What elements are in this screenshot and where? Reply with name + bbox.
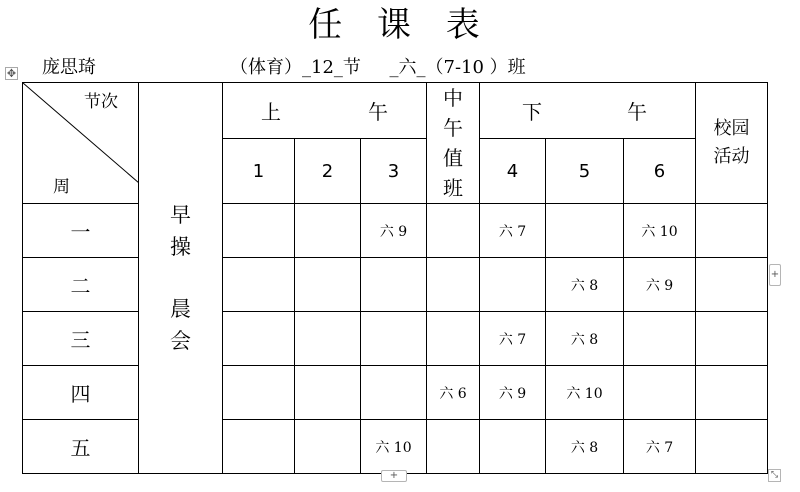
campus-activity-label: 校园活动 — [713, 118, 750, 167]
morning-exercise-char: 早 — [170, 203, 191, 227]
schedule-cell[interactable] — [295, 312, 361, 366]
period-header-2: 2 — [295, 139, 361, 204]
table-resize-handle-icon[interactable]: ⤡ — [768, 469, 781, 482]
afternoon-header — [480, 83, 696, 139]
schedule-cell[interactable] — [223, 366, 295, 420]
noon-duty-char: 中 — [443, 86, 463, 110]
schedule-cell[interactable]: 六 7 — [480, 312, 546, 366]
schedule-cell[interactable] — [624, 312, 696, 366]
weekday-label: 一 — [23, 204, 139, 258]
add-row-button[interactable]: + — [381, 470, 407, 482]
noon-duty-char: 值 — [443, 146, 463, 170]
noon-duty-header — [427, 83, 480, 204]
period-header-1: 1 — [223, 139, 295, 204]
morning-exercise-char: 晨 — [170, 297, 191, 321]
schedule-cell[interactable] — [427, 420, 480, 474]
weekday-label: 四 — [23, 366, 139, 420]
weekday-label: 三 — [23, 312, 139, 366]
period-header-4: 4 — [480, 139, 546, 204]
noon-duty-label — [427, 83, 479, 203]
schedule-cell[interactable]: 六 8 — [546, 258, 624, 312]
morning-exercise-char: 操 — [170, 235, 191, 259]
table-row — [23, 312, 768, 366]
period-header-3: 3 — [361, 139, 427, 204]
schedule-cell[interactable] — [223, 258, 295, 312]
noon-duty-char: 班 — [443, 176, 463, 200]
morning-exercise-column[interactable] — [139, 83, 223, 474]
schedule-cell[interactable] — [361, 312, 427, 366]
schedule-cell[interactable] — [696, 312, 768, 366]
period-header-6: 6 — [624, 139, 696, 204]
schedule-cell[interactable] — [295, 204, 361, 258]
page-title: 任 课 表 — [308, 5, 492, 45]
table-row — [23, 366, 768, 420]
schedule-cell[interactable] — [696, 366, 768, 420]
table-move-handle-icon[interactable]: ✥ — [6, 67, 17, 80]
schedule-cell[interactable] — [480, 258, 546, 312]
schedule-cell[interactable] — [295, 258, 361, 312]
schedule-cell[interactable] — [223, 420, 295, 474]
teacher-name: 庞思琦 — [42, 57, 96, 78]
schedule-table — [22, 82, 768, 474]
schedule-cell[interactable]: 六 10 — [624, 204, 696, 258]
schedule-cell[interactable]: 六 9 — [361, 204, 427, 258]
morning-label-right: 午 — [368, 100, 388, 125]
schedule-cell[interactable]: 六 7 — [480, 204, 546, 258]
add-column-button[interactable]: + — [769, 264, 781, 286]
schedule-cell[interactable] — [223, 312, 295, 366]
assignment-info: （体育）_12_节 _六_（7-10 ）班 — [230, 57, 526, 78]
schedule-cell[interactable] — [696, 420, 768, 474]
morning-header — [223, 83, 427, 139]
period-axis-label: 节次 — [84, 92, 118, 112]
weekday-label: 二 — [23, 258, 139, 312]
morning-label-left: 上 — [261, 100, 281, 125]
corner-header — [23, 83, 139, 204]
weekday-axis-label: 周 — [53, 177, 70, 197]
schedule-cell[interactable]: 六 9 — [480, 366, 546, 420]
schedule-cell[interactable]: 六 9 — [624, 258, 696, 312]
schedule-cell[interactable] — [546, 204, 624, 258]
schedule-cell[interactable] — [696, 258, 768, 312]
schedule-cell[interactable]: 六 7 — [624, 420, 696, 474]
schedule-cell[interactable] — [361, 258, 427, 312]
schedule-cell[interactable]: 六 8 — [546, 312, 624, 366]
schedule-cell[interactable]: 六 10 — [546, 366, 624, 420]
afternoon-label-right: 午 — [627, 100, 647, 125]
schedule-cell[interactable] — [696, 204, 768, 258]
schedule-cell[interactable] — [295, 366, 361, 420]
campus-activity-header — [696, 83, 768, 204]
table-row — [23, 420, 768, 474]
period-header-5: 5 — [546, 139, 624, 204]
schedule-cell[interactable] — [223, 204, 295, 258]
schedule-cell[interactable] — [480, 420, 546, 474]
table-row — [23, 204, 768, 258]
diagonal-line — [23, 83, 139, 199]
noon-duty-char: 午 — [443, 116, 463, 140]
schedule-cell[interactable] — [427, 312, 480, 366]
table-row — [23, 258, 768, 312]
schedule-cell[interactable]: 六 6 — [427, 366, 480, 420]
schedule-cell[interactable] — [361, 366, 427, 420]
schedule-cell[interactable] — [295, 420, 361, 474]
schedule-cell[interactable]: 六 10 — [361, 420, 427, 474]
schedule-cell[interactable] — [427, 258, 480, 312]
schedule-cell[interactable] — [624, 366, 696, 420]
schedule-cell[interactable]: 六 8 — [546, 420, 624, 474]
morning-exercise-char: 会 — [170, 329, 191, 353]
weekday-label: 五 — [23, 420, 139, 474]
schedule-cell[interactable] — [427, 204, 480, 258]
afternoon-label-left: 下 — [522, 100, 542, 125]
